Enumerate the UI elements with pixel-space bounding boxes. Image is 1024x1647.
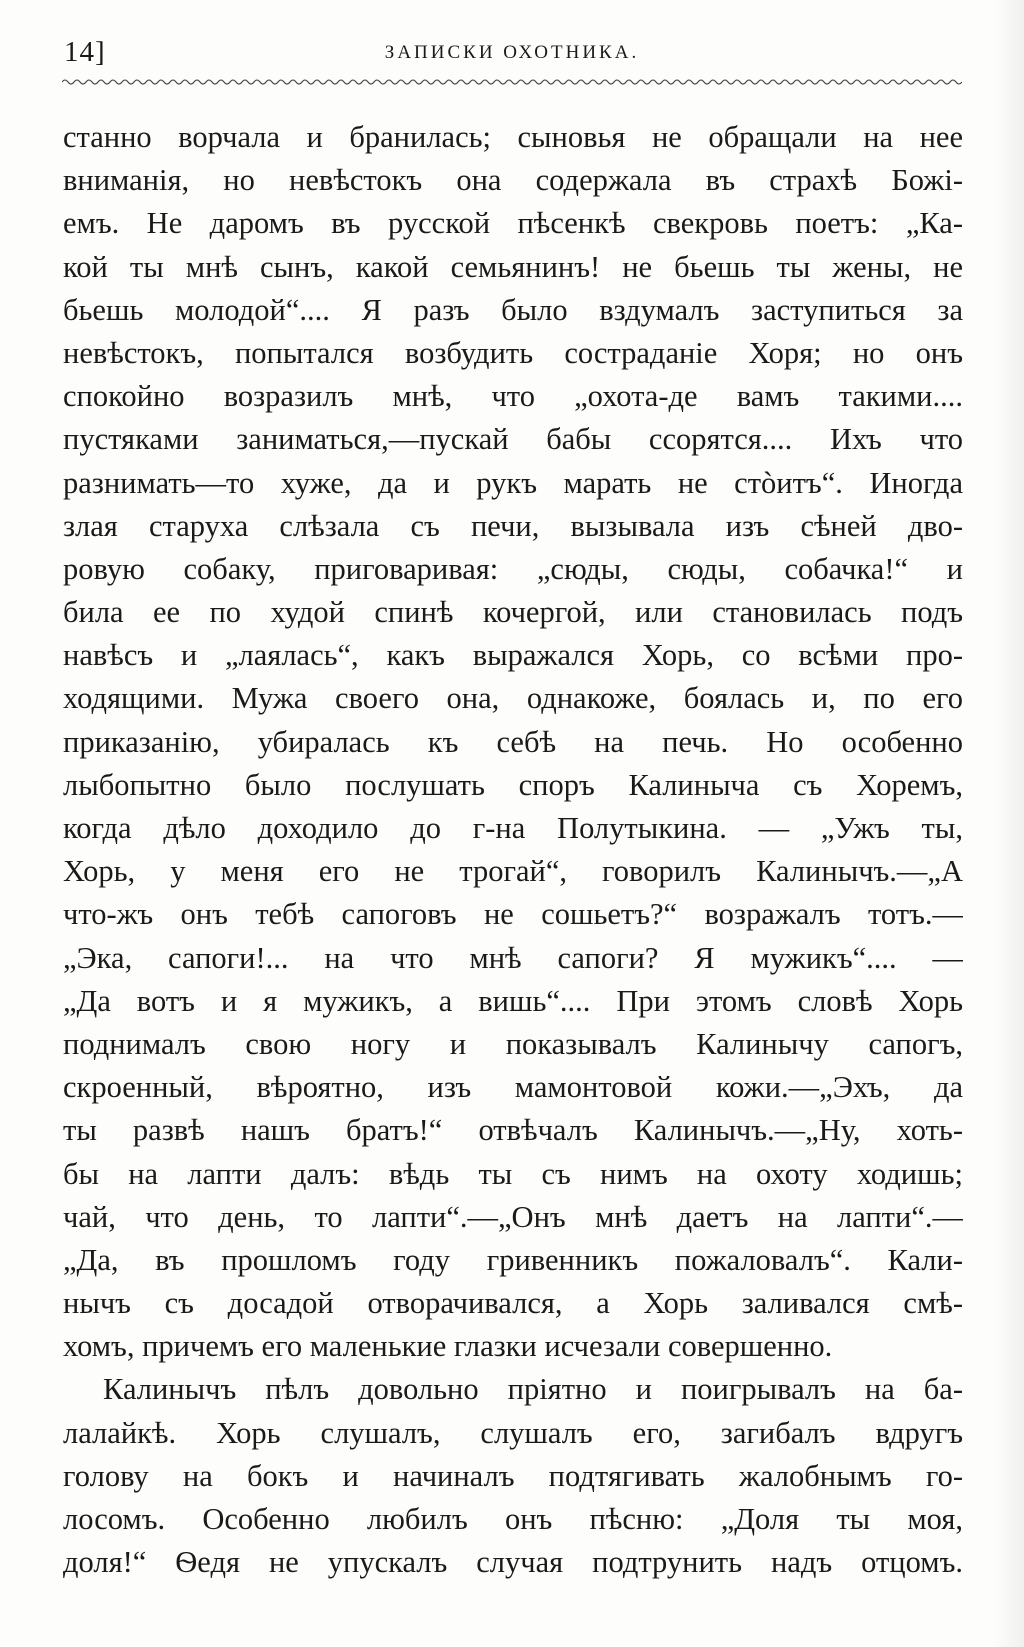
text-line: разнимать—то хуже, да и рукъ марать не стòитъ“. Иногда	[63, 465, 963, 500]
paragraph-2	[63, 1368, 963, 1584]
text-line: доля!“ Ѳедя не упускалъ случая подтрунить надъ отцомъ.	[63, 1545, 963, 1580]
text-line: бьешь молодой“.... Я разъ было вздумалъ заступиться за	[63, 292, 963, 327]
body-text	[63, 116, 963, 1584]
text-line: лыбопытно было послушать споръ Калиныча съ Хоремъ,	[63, 767, 963, 802]
text-line: ты развѣ нашъ братъ!“ отвѣчалъ Калинычъ.—„Ну, хоть-	[63, 1113, 963, 1148]
page-number: 14]	[64, 36, 106, 68]
text-line: приказанію, убиралась къ себѣ на печь. Но особенно	[63, 724, 963, 759]
text-line: хомъ, причемъ его маленькие глазки исчезали совершенно.	[63, 1329, 833, 1364]
page-header	[64, 36, 960, 72]
paragraph-1	[63, 116, 963, 1368]
page-edge-shadow	[994, 0, 1024, 1647]
text-line: вниманія, но невѣстокъ она содержала въ страхѣ Божі-	[63, 163, 963, 198]
text-line: била ее по худой спинѣ кочергой, или становилась подъ	[63, 595, 963, 630]
text-line: голову на бокъ и начиналъ подтягивать жалобнымъ го-	[63, 1458, 963, 1493]
text-line: Хорь, у меня его не трогай“, говорилъ Калинычъ.—„А	[63, 854, 963, 889]
text-line: пустяками заниматься,—пускай бабы ссорятся.... Ихъ что	[63, 422, 963, 457]
text-line: Калинычъ пѣлъ довольно пріятно и поигрывалъ на ба-	[103, 1372, 963, 1407]
text-line: „Да вотъ и я мужикъ, а вишь“.... При этомъ словѣ Хорь	[63, 983, 963, 1018]
text-line: лалайкѣ. Хорь слушалъ, слушалъ его, загибалъ вдругъ	[63, 1415, 963, 1450]
text-line: „Да, въ прошломъ году гривенникъ пожаловалъ“. Кали-	[63, 1242, 963, 1277]
text-line: „Эка, сапоги!... на что мнѣ сапоги? Я мужикъ“.... —	[63, 940, 963, 975]
text-line: чай, что день, то лапти“.—„Онъ мнѣ даетъ на лапти“.—	[63, 1199, 963, 1234]
text-line: кой ты мнѣ сынъ, какой семьянинъ! не бьешь ты жены, не	[63, 249, 963, 284]
text-line: навѣсъ и „лаялась“, какъ выражался Хорь, со всѣми про-	[63, 638, 963, 673]
text-line: спокойно возразилъ мнѣ, что „охота-де вамъ такими....	[63, 379, 963, 414]
text-line: бы на лапти далъ: вѣдь ты съ нимъ на охоту ходишь;	[63, 1156, 963, 1191]
text-line: когда дѣло доходило до г-на Полутыкина. — „Ужъ ты,	[63, 811, 963, 845]
decorative-wavy-rule	[62, 76, 962, 88]
text-line: ровую собаку, приговаривая: „сюды, сюды, собачка!“ и	[63, 551, 963, 586]
text-line: что-жъ онъ тебѣ сапоговъ не сошьетъ?“ возражалъ тотъ.—	[63, 897, 963, 932]
text-line: невѣстокъ, попытался возбудить состраданіе Хоря; но онъ	[63, 335, 963, 370]
text-line: станно ворчала и бранилась; сыновья не обращали на нее	[63, 120, 963, 154]
text-line: нычъ съ досадой отворачивался, а Хорь заливался смѣ-	[63, 1286, 963, 1321]
text-line: злая старуха слѣзала съ печи, вызывала изъ сѣней дво-	[63, 508, 963, 543]
text-line: ходящими. Мужа своего она, однакоже, боялась и, по его	[63, 681, 963, 716]
text-line: скроенный, вѣроятно, изъ мамонтовой кожи.—„Эхъ, да	[63, 1070, 963, 1105]
text-line: емъ. Не даромъ въ русской пѣсенкѣ свекровь поетъ: „Ка-	[63, 206, 963, 241]
running-title: ЗАПИСКИ ОХОТНИКА.	[384, 42, 640, 63]
text-line: лосомъ. Особенно любилъ онъ пѣсню: „Доля ты моя,	[63, 1502, 963, 1536]
text-line: поднималъ свою ногу и показывалъ Калинычу сапогъ,	[63, 1026, 963, 1061]
